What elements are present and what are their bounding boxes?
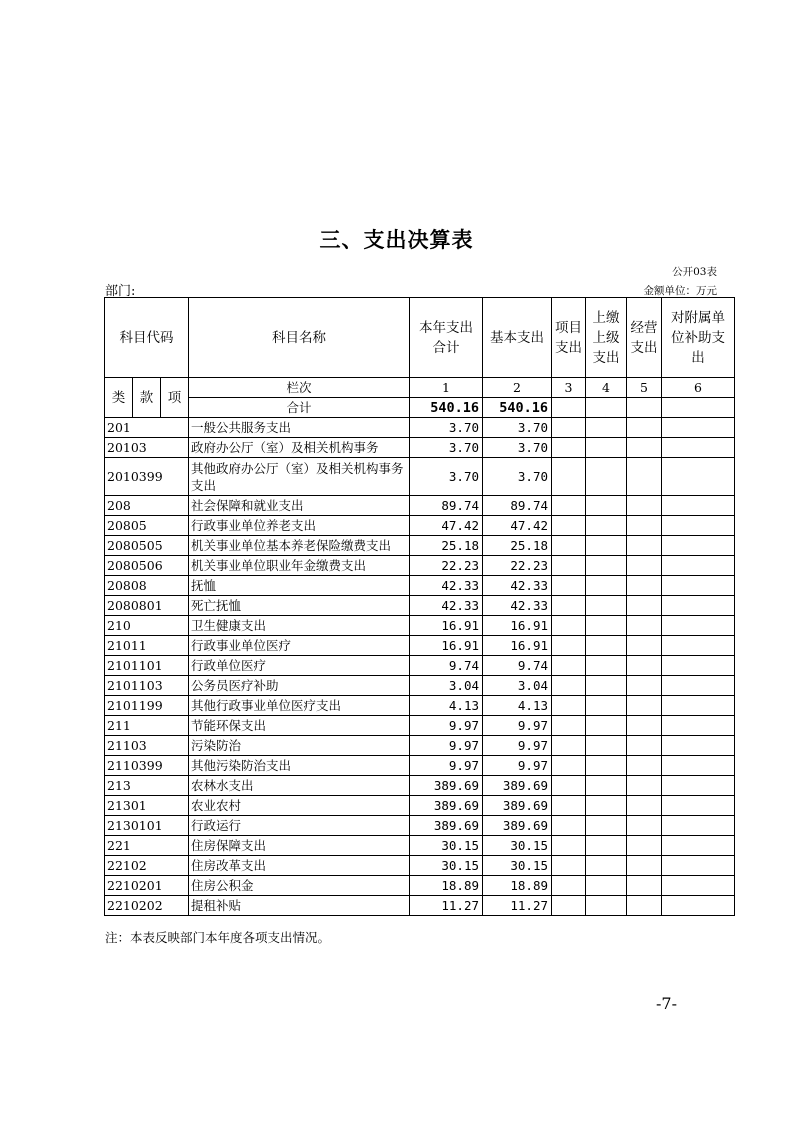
header-business: 经营支出 (627, 298, 662, 378)
total-value: 3.70 (410, 418, 483, 438)
empty-cell (586, 796, 627, 816)
table-row (105, 816, 735, 836)
subject-name: 机关事业单位职业年金缴费支出 (189, 556, 410, 576)
basic-value: 42.33 (483, 576, 552, 596)
subject-code: 2010399 (105, 458, 189, 496)
basic-value: 25.18 (483, 536, 552, 556)
empty-cell (586, 676, 627, 696)
subject-code: 21301 (105, 796, 189, 816)
total-value: 3.70 (410, 458, 483, 496)
basic-value: 30.15 (483, 856, 552, 876)
total-value: 16.91 (410, 616, 483, 636)
basic-value: 9.74 (483, 656, 552, 676)
table-row (105, 536, 735, 556)
basic-value: 389.69 (483, 816, 552, 836)
empty-cell (552, 458, 586, 496)
sum-basic: 540.16 (483, 398, 552, 418)
empty-cell (586, 856, 627, 876)
empty-cell (552, 656, 586, 676)
empty-cell (627, 398, 662, 418)
col-number: 6 (662, 378, 735, 398)
empty-cell (627, 876, 662, 896)
subject-name: 住房改革支出 (189, 856, 410, 876)
subject-name: 行政单位医疗 (189, 656, 410, 676)
subject-code: 2210201 (105, 876, 189, 896)
form-code: 公开03表 (672, 266, 717, 278)
header-subject-code: 科目代码 (105, 298, 189, 378)
subject-name: 节能环保支出 (189, 716, 410, 736)
empty-cell (627, 896, 662, 916)
subject-code: 2080505 (105, 536, 189, 556)
empty-cell (662, 636, 735, 656)
total-value: 389.69 (410, 816, 483, 836)
subject-code: 213 (105, 776, 189, 796)
empty-cell (627, 636, 662, 656)
empty-cell (627, 736, 662, 756)
subject-name: 其他行政事业单位医疗支出 (189, 696, 410, 716)
empty-cell (586, 516, 627, 536)
subject-name: 卫生健康支出 (189, 616, 410, 636)
subject-name: 社会保障和就业支出 (189, 496, 410, 516)
total-value: 25.18 (410, 536, 483, 556)
total-value: 89.74 (410, 496, 483, 516)
empty-cell (552, 696, 586, 716)
basic-value: 89.74 (483, 496, 552, 516)
empty-cell (662, 716, 735, 736)
empty-cell (586, 776, 627, 796)
empty-cell (627, 816, 662, 836)
table-row (105, 876, 735, 896)
sum-total: 540.16 (410, 398, 483, 418)
empty-cell (627, 796, 662, 816)
empty-cell (627, 516, 662, 536)
empty-cell (552, 896, 586, 916)
empty-cell (552, 576, 586, 596)
empty-cell (552, 636, 586, 656)
subject-name: 农林水支出 (189, 776, 410, 796)
header-project: 项目支出 (552, 298, 586, 378)
subject-code: 21103 (105, 736, 189, 756)
table-row (105, 616, 735, 636)
subject-code: 2130101 (105, 816, 189, 836)
subject-code: 2101103 (105, 676, 189, 696)
empty-cell (552, 816, 586, 836)
subject-name: 住房公积金 (189, 876, 410, 896)
table-row (105, 756, 735, 776)
empty-cell (586, 536, 627, 556)
basic-value: 3.04 (483, 676, 552, 696)
header-basic: 基本支出 (483, 298, 552, 378)
header-kuan: 款 (133, 378, 161, 418)
empty-cell (662, 796, 735, 816)
empty-cell (627, 496, 662, 516)
subject-code: 21011 (105, 636, 189, 656)
col-number: 4 (586, 378, 627, 398)
header-subject-name: 科目名称 (189, 298, 410, 378)
page-number: -7- (656, 994, 677, 1013)
empty-cell (586, 576, 627, 596)
empty-cell (627, 536, 662, 556)
empty-cell (662, 696, 735, 716)
empty-cell (662, 536, 735, 556)
empty-cell (586, 736, 627, 756)
empty-cell (552, 616, 586, 636)
empty-cell (662, 596, 735, 616)
subject-name: 行政事业单位医疗 (189, 636, 410, 656)
basic-value: 389.69 (483, 796, 552, 816)
total-value: 18.89 (410, 876, 483, 896)
subject-name: 公务员医疗补助 (189, 676, 410, 696)
department-label: 部门: (105, 284, 136, 299)
empty-cell (586, 496, 627, 516)
subject-code: 2080801 (105, 596, 189, 616)
table-row (105, 696, 735, 716)
empty-cell (627, 616, 662, 636)
lanci-label: 栏次 (189, 378, 410, 398)
table-row (105, 776, 735, 796)
subject-name: 抚恤 (189, 576, 410, 596)
empty-cell (552, 496, 586, 516)
subject-name: 死亡抚恤 (189, 596, 410, 616)
basic-value: 16.91 (483, 636, 552, 656)
empty-cell (586, 816, 627, 836)
empty-cell (586, 636, 627, 656)
total-value: 3.70 (410, 438, 483, 458)
empty-cell (552, 438, 586, 458)
header-subsidiary: 对附属单位补助支出 (662, 298, 735, 378)
total-value: 389.69 (410, 796, 483, 816)
basic-value: 9.97 (483, 716, 552, 736)
table-row (105, 516, 735, 536)
empty-cell (627, 676, 662, 696)
subject-code: 2210202 (105, 896, 189, 916)
basic-value: 3.70 (483, 418, 552, 438)
empty-cell (662, 836, 735, 856)
basic-value: 9.97 (483, 736, 552, 756)
subject-code: 2101199 (105, 696, 189, 716)
subject-name: 污染防治 (189, 736, 410, 756)
basic-value: 389.69 (483, 776, 552, 796)
empty-cell (586, 836, 627, 856)
subject-code: 210 (105, 616, 189, 636)
empty-cell (552, 876, 586, 896)
total-value: 9.97 (410, 756, 483, 776)
table-row (105, 556, 735, 576)
header-total: 本年支出合计 (410, 298, 483, 378)
empty-cell (627, 556, 662, 576)
footnote: 注：本表反映部门本年度各项支出情况。 (105, 930, 331, 945)
table-row (105, 636, 735, 656)
empty-cell (552, 596, 586, 616)
empty-cell (662, 656, 735, 676)
empty-cell (662, 676, 735, 696)
basic-value: 3.70 (483, 438, 552, 458)
subject-name: 其他污染防治支出 (189, 756, 410, 776)
subject-code: 208 (105, 496, 189, 516)
total-value: 16.91 (410, 636, 483, 656)
total-value: 11.27 (410, 896, 483, 916)
table-row (105, 856, 735, 876)
empty-cell (586, 656, 627, 676)
total-value: 389.69 (410, 776, 483, 796)
total-value: 47.42 (410, 516, 483, 536)
empty-cell (662, 458, 735, 496)
empty-cell (627, 656, 662, 676)
empty-cell (586, 716, 627, 736)
empty-cell (662, 736, 735, 756)
subject-code: 2101101 (105, 656, 189, 676)
page-title: 三、支出决算表 (319, 228, 474, 252)
table-row (105, 438, 735, 458)
table-row (105, 656, 735, 676)
empty-cell (662, 418, 735, 438)
subject-code: 201 (105, 418, 189, 438)
subject-name: 机关事业单位基本养老保险缴费支出 (189, 536, 410, 556)
header-lei: 类 (105, 378, 133, 418)
empty-cell (662, 576, 735, 596)
col-number: 5 (627, 378, 662, 398)
total-value: 9.74 (410, 656, 483, 676)
subject-code: 20805 (105, 516, 189, 536)
table-row (105, 496, 735, 516)
empty-cell (552, 736, 586, 756)
header-xiang: 项 (161, 378, 189, 418)
header-upper: 上缴上级支出 (586, 298, 627, 378)
basic-value: 11.27 (483, 896, 552, 916)
total-value: 30.15 (410, 856, 483, 876)
empty-cell (586, 458, 627, 496)
table-row (105, 716, 735, 736)
empty-cell (662, 496, 735, 516)
empty-cell (552, 836, 586, 856)
table-row (105, 896, 735, 916)
empty-cell (586, 896, 627, 916)
empty-cell (586, 876, 627, 896)
empty-cell (662, 398, 735, 418)
subject-code: 20103 (105, 438, 189, 458)
subject-name: 行政事业单位养老支出 (189, 516, 410, 536)
empty-cell (662, 856, 735, 876)
empty-cell (552, 796, 586, 816)
empty-cell (552, 516, 586, 536)
total-value: 3.04 (410, 676, 483, 696)
subject-name: 政府办公厅（室）及相关机构事务 (189, 438, 410, 458)
empty-cell (552, 536, 586, 556)
empty-cell (586, 418, 627, 438)
subject-code: 22102 (105, 856, 189, 876)
empty-cell (662, 776, 735, 796)
empty-cell (552, 776, 586, 796)
table-row (105, 418, 735, 438)
basic-value: 4.13 (483, 696, 552, 716)
subject-name: 其他政府办公厅（室）及相关机构事务支出 (189, 458, 410, 496)
subject-name: 行政运行 (189, 816, 410, 836)
col-number: 2 (483, 378, 552, 398)
table-row (105, 596, 735, 616)
empty-cell (662, 616, 735, 636)
expenditure-table (104, 297, 735, 916)
empty-cell (627, 856, 662, 876)
empty-cell (627, 418, 662, 438)
table-row (105, 836, 735, 856)
empty-cell (627, 596, 662, 616)
col-number: 3 (552, 378, 586, 398)
total-value: 9.97 (410, 716, 483, 736)
empty-cell (662, 896, 735, 916)
basic-value: 47.42 (483, 516, 552, 536)
table-row (105, 796, 735, 816)
basic-value: 9.97 (483, 756, 552, 776)
empty-cell (627, 756, 662, 776)
empty-cell (662, 816, 735, 836)
subject-name: 提租补贴 (189, 896, 410, 916)
empty-cell (662, 516, 735, 536)
empty-cell (586, 756, 627, 776)
empty-cell (627, 836, 662, 856)
basic-value: 3.70 (483, 458, 552, 496)
empty-cell (662, 438, 735, 458)
empty-cell (552, 716, 586, 736)
basic-value: 30.15 (483, 836, 552, 856)
subject-code: 2080506 (105, 556, 189, 576)
empty-cell (627, 776, 662, 796)
table-row (105, 736, 735, 756)
empty-cell (627, 716, 662, 736)
table-row (105, 676, 735, 696)
col-number: 1 (410, 378, 483, 398)
empty-cell (586, 556, 627, 576)
empty-cell (627, 576, 662, 596)
empty-cell (586, 616, 627, 636)
table-row (105, 576, 735, 596)
subject-code: 2110399 (105, 756, 189, 776)
basic-value: 18.89 (483, 876, 552, 896)
empty-cell (552, 756, 586, 776)
total-value: 22.23 (410, 556, 483, 576)
empty-cell (552, 398, 586, 418)
empty-cell (627, 696, 662, 716)
subject-name: 一般公共服务支出 (189, 418, 410, 438)
total-value: 42.33 (410, 596, 483, 616)
empty-cell (662, 756, 735, 776)
empty-cell (552, 556, 586, 576)
basic-value: 16.91 (483, 616, 552, 636)
subject-code: 211 (105, 716, 189, 736)
empty-cell (586, 438, 627, 458)
subject-name: 住房保障支出 (189, 836, 410, 856)
subject-name: 农业农村 (189, 796, 410, 816)
empty-cell (627, 438, 662, 458)
empty-cell (586, 596, 627, 616)
empty-cell (586, 398, 627, 418)
total-value: 4.13 (410, 696, 483, 716)
table-row (105, 458, 735, 496)
sum-label: 合计 (189, 398, 410, 418)
basic-value: 42.33 (483, 596, 552, 616)
empty-cell (552, 418, 586, 438)
empty-cell (662, 556, 735, 576)
total-value: 42.33 (410, 576, 483, 596)
empty-cell (552, 856, 586, 876)
empty-cell (627, 458, 662, 496)
basic-value: 22.23 (483, 556, 552, 576)
total-value: 30.15 (410, 836, 483, 856)
subject-code: 221 (105, 836, 189, 856)
empty-cell (552, 676, 586, 696)
empty-cell (586, 696, 627, 716)
empty-cell (662, 876, 735, 896)
unit-label: 金额单位：万元 (643, 285, 717, 297)
subject-code: 20808 (105, 576, 189, 596)
total-value: 9.97 (410, 736, 483, 756)
